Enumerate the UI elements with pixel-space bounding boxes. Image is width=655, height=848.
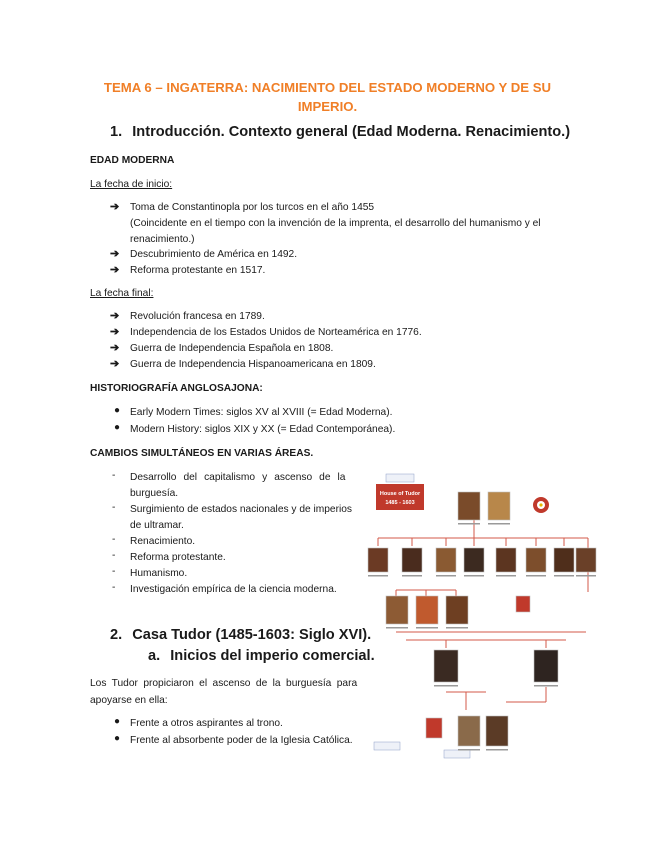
origin-label-box xyxy=(386,474,414,482)
portrait-image xyxy=(458,492,480,520)
fecha-final-label: La fecha final: xyxy=(90,288,154,299)
portrait-image xyxy=(576,548,596,572)
list-item: Modern History: siglos XIX y XX (= Edad Contemporánea). xyxy=(130,424,396,435)
title-line-1: TEMA 6 – INGATERRA: NACIMIENTO DEL ESTADO MODERNO Y DE SU xyxy=(103,80,552,95)
list-item: Reforma protestante en 1517. xyxy=(130,265,266,276)
arrow-icon: ➔ xyxy=(110,201,120,213)
portrait-image xyxy=(402,548,422,572)
section-number: 2. xyxy=(110,627,123,643)
portrait-image xyxy=(458,716,480,746)
portrait-image xyxy=(488,492,510,520)
house-label-line-2: 1485 - 1603 xyxy=(385,500,415,506)
section-number: 1. xyxy=(110,124,123,140)
document-title xyxy=(90,78,565,116)
portrait-image xyxy=(526,548,546,572)
portrait-image xyxy=(534,650,558,682)
portrait-image xyxy=(554,548,574,572)
house-label-box xyxy=(376,484,424,510)
coat-of-arms-image xyxy=(516,596,530,612)
dash-icon: - xyxy=(112,566,116,577)
fecha-inicio-label: La fecha de inicio: xyxy=(90,179,173,190)
section-title: Casa Tudor (1485-1603: Siglo XVI). xyxy=(132,627,372,643)
bullet-icon: ● xyxy=(114,405,121,416)
cambios-label: CAMBIOS SIMULTÁNEOS EN VARIAS ÁREAS. xyxy=(90,448,314,459)
portrait-image xyxy=(434,650,458,682)
list-item: Toma de Constantinopla por los turcos en el año 1455 xyxy=(130,202,375,213)
title-line-2: IMPERIO. xyxy=(297,99,358,114)
section-1-heading xyxy=(110,124,570,140)
portrait-image xyxy=(386,596,408,624)
portrait-image xyxy=(496,548,516,572)
subsection-heading xyxy=(148,648,375,664)
arrow-icon: ➔ xyxy=(110,264,120,276)
arrow-icon: ➔ xyxy=(110,310,120,322)
subsection-letter: a. xyxy=(148,648,161,664)
list-item: Frente al absorbente poder de la Iglesia Católica. xyxy=(130,735,353,746)
arrow-icon: ➔ xyxy=(110,248,120,260)
origin-label-box xyxy=(444,750,470,758)
arrow-icon: ➔ xyxy=(110,342,120,354)
section-2-heading xyxy=(110,627,371,643)
list-item: Guerra de Independencia Hispanoamericana en 1809. xyxy=(130,359,376,370)
bullet-icon: ● xyxy=(114,422,121,433)
list-item: Frente a otros aspirantes al trono. xyxy=(130,718,283,729)
historiografia-label: HISTORIOGRAFÍA ANGLOSAJONA: xyxy=(90,383,263,394)
dash-icon: - xyxy=(112,534,116,545)
portrait-image xyxy=(436,548,456,572)
family-tree-graphic xyxy=(366,472,598,764)
list-item-continuation: de ultramar. xyxy=(130,520,184,531)
tudor-rose-icon xyxy=(533,497,549,513)
list-item: Early Modern Times: siglos XV al XVIII (= Edad Moderna). xyxy=(130,407,393,418)
list-item: Desarrollo del capitalismo y ascenso de la xyxy=(130,472,346,483)
portrait-image xyxy=(464,548,484,572)
list-item: Independencia de los Estados Unidos de Norteamérica en 1776. xyxy=(130,327,422,338)
section-title: Introducción. Contexto general (Edad Moderna. Renacimiento.) xyxy=(132,124,571,140)
paragraph-line: Los Tudor propiciaron el ascenso de la burguesía para xyxy=(90,678,358,689)
portrait-image xyxy=(446,596,468,624)
list-item: Guerra de Independencia Española en 1808. xyxy=(130,343,334,354)
origin-label-box xyxy=(374,742,400,750)
tudor-family-tree-image xyxy=(366,472,598,764)
list-item: Reforma protestante. xyxy=(130,552,226,563)
list-item-continuation: (Coincidente en el tiempo con la invención de la imprenta, el desarrollo del humanismo y el xyxy=(130,218,541,229)
arrow-icon: ➔ xyxy=(110,358,120,370)
subsection-title: Inicios del imperio comercial. xyxy=(170,648,375,664)
list-item: Surgimiento de estados nacionales y de imperios xyxy=(130,504,352,515)
dash-icon: - xyxy=(112,550,116,561)
house-label-line-1: House of Tudor xyxy=(379,491,421,497)
paragraph-line: apoyarse en ella: xyxy=(90,695,168,706)
list-item-continuation: burguesía. xyxy=(130,488,179,499)
bullet-icon: ● xyxy=(114,733,121,744)
list-item-continuation: renacimiento.) xyxy=(130,234,195,245)
dash-icon: - xyxy=(112,502,116,513)
portrait-image xyxy=(368,548,388,572)
dash-icon: - xyxy=(112,582,116,593)
list-item: Humanismo. xyxy=(130,568,188,579)
dash-icon: - xyxy=(112,470,116,481)
portrait-image xyxy=(416,596,438,624)
list-item: Revolución francesa en 1789. xyxy=(130,311,265,322)
list-item: Investigación empírica de la ciencia moderna. xyxy=(130,584,337,595)
portrait-image xyxy=(486,716,508,746)
edad-moderna-label: EDAD MODERNA xyxy=(90,155,175,166)
bullet-icon: ● xyxy=(114,716,121,727)
list-item: Renacimiento. xyxy=(130,536,196,547)
tudor-paragraph xyxy=(90,675,362,709)
list-item: Descubrimiento de América en 1492. xyxy=(130,249,298,260)
arrow-icon: ➔ xyxy=(110,326,120,338)
coat-of-arms-image xyxy=(426,718,442,738)
